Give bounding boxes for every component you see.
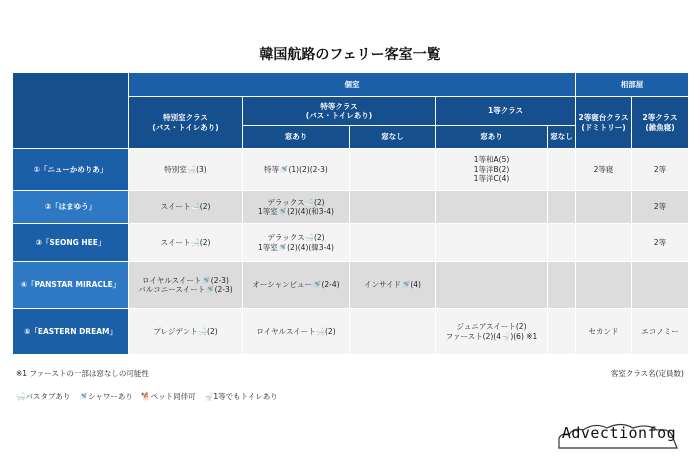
logo-text: Advectionfog <box>561 424 677 442</box>
ittou-window-cell: ジュニアスイート(2) ファースト(2)(4🚽)(6) ※1 <box>436 309 548 355</box>
table-row <box>13 262 689 309</box>
ittou-nowindow-cell <box>548 309 576 355</box>
tokuto-nowindow-cell <box>350 309 436 355</box>
tokuto-window-cell: オーシャンビュー🚿(2-4) <box>243 262 350 309</box>
ittou-window-cell <box>436 191 548 224</box>
nitou-bed-cell <box>576 191 632 224</box>
special-class-header-text: 特別室クラス (バス・トイレあり) <box>152 113 219 132</box>
tokuto-class-header <box>243 97 436 126</box>
footnote: ※1 ファーストの一部は窓なしの可能性 <box>16 369 149 378</box>
ittou-window-cell: 1等和A(5) 1等洋B(2) 1等洋C(4) <box>436 149 548 191</box>
ship-name: ③「SEONG HEE」 <box>13 224 129 262</box>
shower-legend: 🚿シャワーあり <box>78 392 133 401</box>
special-cell: 特別室🛁(3) <box>129 149 243 191</box>
nitou-header-text: 2等クラス (雑魚寝) <box>642 113 678 132</box>
nitou-bed-cell <box>576 262 632 309</box>
nitou-bed-cell: セカンド <box>576 309 632 355</box>
nitou-cell: 2等 <box>632 191 689 224</box>
tokuto-nowindow-cell <box>350 149 436 191</box>
toilet-legend: 🚽1等でもトイレあり <box>204 392 278 401</box>
nitou-bed-cell: 2等寝 <box>576 149 632 191</box>
tokuto-class-header-text: 特等クラス (バス・トイレあり) <box>305 101 373 120</box>
caption: 客室クラス名(定員数) <box>610 369 684 378</box>
tokuto-nowindow-cell <box>350 224 436 262</box>
ittou-window-header: 窓あり <box>436 126 548 149</box>
table-row <box>13 149 689 191</box>
tokuto-nowindow-cell: インサイド🚿(4) <box>350 262 436 309</box>
table-row <box>13 191 689 224</box>
ship-name: ①「ニューかめりあ」 <box>13 149 129 191</box>
ittou-nowindow-cell <box>548 224 576 262</box>
ittou-nowindow-cell <box>548 262 576 309</box>
ship-name: ②「はまゆう」 <box>13 191 129 224</box>
special-cell: ロイヤルスイート🚿(2-3) バルコニースイート🚿(2-3) <box>129 262 243 309</box>
ship-name: ⑤「EASTERN DREAM」 <box>13 309 129 355</box>
nitou-cell: 2等 <box>632 149 689 191</box>
cabin-table <box>12 72 689 355</box>
ittou-window-cell <box>436 262 548 309</box>
ittou-window-cell <box>436 224 548 262</box>
ittou-nowindow-cell <box>548 191 576 224</box>
special-cell: スイート🛁(2) <box>129 191 243 224</box>
tokuto-nowindow-header: 窓なし <box>350 126 436 149</box>
table-row <box>13 309 689 355</box>
page-title: 韓国航路のフェリー客室一覧 <box>259 47 441 63</box>
tokuto-nowindow-cell <box>350 191 436 224</box>
nitou-cell: 2等 <box>632 224 689 262</box>
special-cell: プレジデント🛁(2) <box>129 309 243 355</box>
tokuto-window-cell: デラックス🛁(2) 1等室🚿(2)(4)(韓3-4) <box>243 224 350 262</box>
logo <box>555 418 683 452</box>
tokuto-window-header: 窓あり <box>243 126 350 149</box>
table-row <box>13 224 689 262</box>
special-class-header <box>129 97 243 149</box>
ittou-nowindow-cell <box>548 149 576 191</box>
tokuto-window-cell: デラックス🛁(2) 1等室🚿(2)(4)(和3-4) <box>243 191 350 224</box>
special-cell: スイート🛁(2) <box>129 224 243 262</box>
pet-legend: 🐕ペット同伴可 <box>141 392 196 401</box>
ittou-class-header: 1等クラス <box>436 97 576 126</box>
nitou-cell <box>632 262 689 309</box>
tokuto-window-cell: 特等🚿(1)(2)(2-3) <box>243 149 350 191</box>
bathtub-legend: 🛁バスタブあり <box>16 392 71 401</box>
nitou-bed-header <box>576 97 632 149</box>
legend <box>16 391 284 402</box>
nitou-bed-cell <box>576 224 632 262</box>
ittou-nowindow-header: 窓なし <box>548 126 576 149</box>
corner-header <box>13 73 129 149</box>
nitou-cell: エコノミー <box>632 309 689 355</box>
private-group-header: 個室 <box>129 73 576 97</box>
nitou-header <box>632 97 689 149</box>
ship-name: ④「PANSTAR MIRACLE」 <box>13 262 129 309</box>
tokuto-window-cell: ロイヤルスイート🛁(2) <box>243 309 350 355</box>
nitou-bed-header-text: 2等寝台クラス (ドミトリー) <box>578 113 629 132</box>
shared-group-header: 相部屋 <box>576 73 689 97</box>
